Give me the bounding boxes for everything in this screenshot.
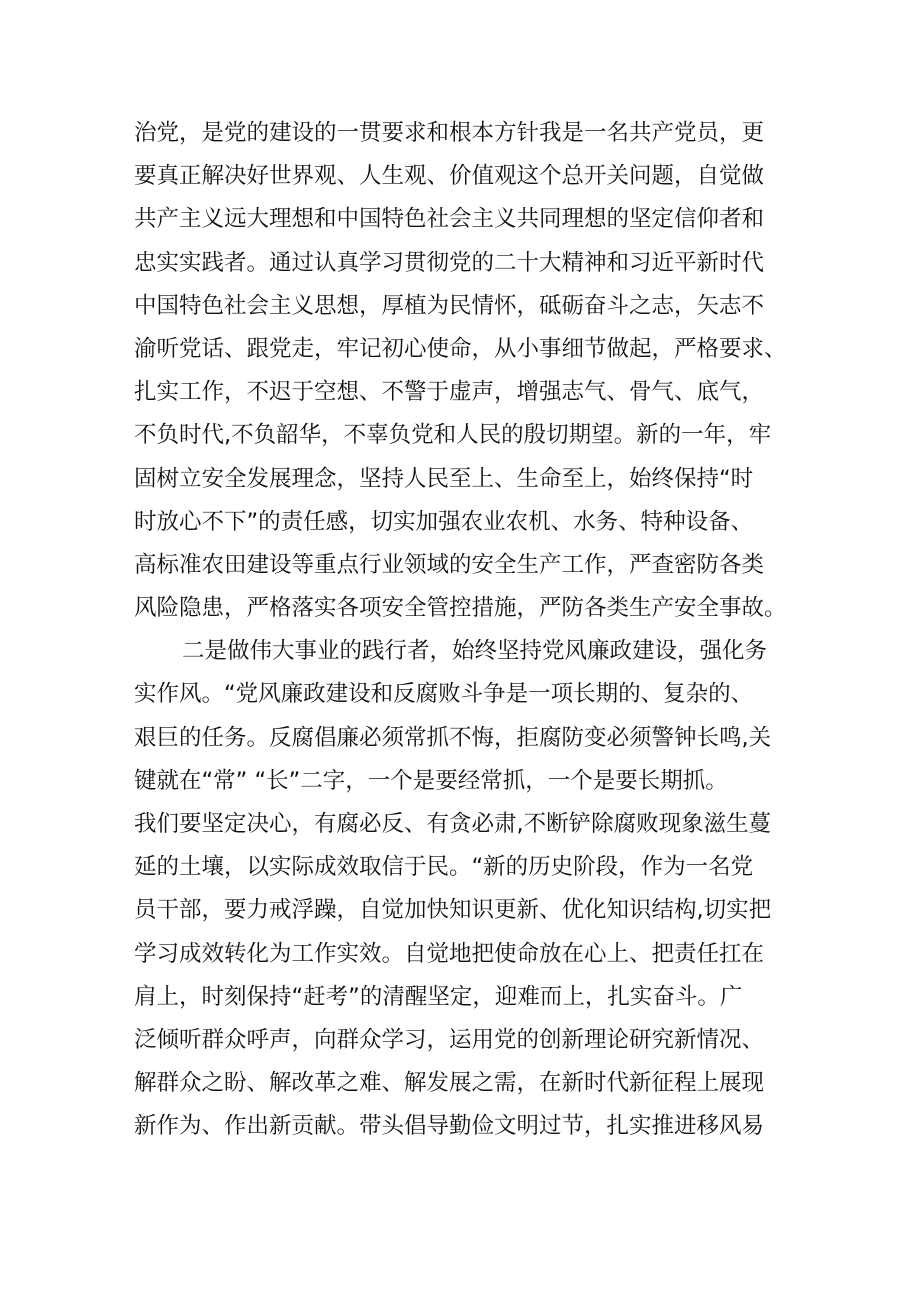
text-line: 艰巨的任务。反腐倡廉必须常抓不悔，拒腐防变必须警钟长鸣,关 — [134, 724, 772, 751]
text-line: 延的土壤，以实际成效取信于民。“新的历史阶段，作为一名党 — [134, 854, 754, 881]
text-line: 肩上，时刻保持“赶考”的清醒坚定，迎难而上，扎实奋斗。广 — [134, 983, 743, 1010]
text-line: 共产主义远大理想和中国特色社会主义共同理想的坚定信仰者和 — [134, 206, 765, 233]
text-line: 渝听党话、跟党走，牢记初心使命，从小事细节做起，严格要求、 — [134, 335, 787, 362]
text-line: 我们要坚定决心，有腐必反、有贪必肃,不断铲除腐败现象滋生蔓 — [134, 811, 772, 837]
body-text — [134, 112, 794, 1149]
text-line: 键就在“常” “长”二字，一个是要经常抓，一个是要长期抓。 — [134, 767, 728, 794]
text-line: 新作为、作出新贡献。带头倡导勤俭文明过节，扎实推进移风易 — [134, 1113, 765, 1140]
text-line: 要真正解决好世界观、人生观、价值观这个总开关问题，自觉做 — [134, 163, 765, 190]
text-line: 忠实实践者。通过认真学习贯彻党的二十大精神和习近平新时代 — [134, 249, 765, 276]
text-line: 扎实工作，不迟于空想、不警于虚声，增强志气、骨气、底气， — [134, 379, 765, 406]
text-line: 治党，是党的建设的一贯要求和根本方针我是一名共产党员，更 — [134, 120, 765, 146]
text-line: 中国特色社会主义思想，厚植为民情怀，砥砺奋斗之志，矢志不 — [134, 292, 765, 319]
text-line: 员干部，要力戒浮躁，自觉加快知识更新、优化知识结构,切实把 — [134, 897, 772, 924]
text-line: 泛倾听群众呼声，向群众学习，运用党的创新理论研究新情况、 — [134, 1026, 765, 1053]
text-line: 解群众之盼、解改革之难、解发展之需，在新时代新征程上展现 — [134, 1070, 765, 1097]
text-line: 学习成效转化为工作实效。自觉地把使命放在心上、把责任扛在 — [134, 940, 765, 967]
text-line: 不负时代,不负韶华，不辜负党和人民的殷切期望。新的一年，牢 — [134, 422, 772, 449]
text-line: 实作风。“党风廉政建设和反腐败斗争是一项长期的、复杂的、 — [134, 681, 754, 708]
text-line: 高标准农田建设等重点行业领域的安全生产工作，严查密防各类 — [134, 551, 765, 578]
paragraph-start-line: 二是做伟大事业的践行者，始终坚持党风廉政建设，强化务 — [182, 638, 768, 665]
text-line: 固树立安全发展理念，坚持人民至上、生命至上，始终保持“时 — [134, 465, 754, 492]
text-line: 风险隐患，严格落实各项安全管控措施，严防各类生产安全事故。 — [134, 595, 787, 622]
text-line: 时放心不下”的责任感，切实加强农业农机、水务、特种设备、 — [134, 508, 754, 535]
